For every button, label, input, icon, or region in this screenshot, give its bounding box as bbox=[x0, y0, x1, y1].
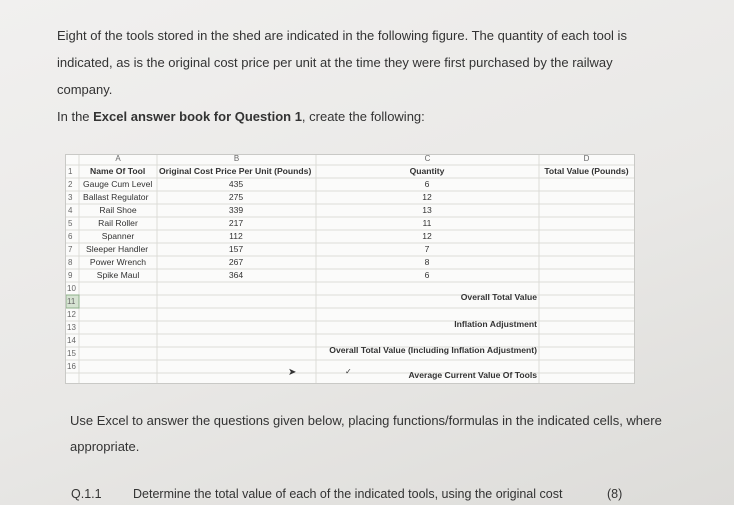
row-number: 2 bbox=[68, 180, 73, 189]
row-number: 9 bbox=[68, 271, 73, 280]
row-number: 13 bbox=[67, 323, 76, 332]
header-original-cost: Original Cost Price Per Unit (Pounds) bbox=[159, 166, 312, 176]
tool-name: Power Wrench bbox=[89, 257, 147, 267]
row-number: 4 bbox=[68, 206, 73, 215]
row-number: 11 bbox=[67, 297, 76, 306]
question-number: Q.1.1 bbox=[71, 487, 102, 501]
tool-price: 339 bbox=[228, 205, 244, 215]
col-letter-d: D bbox=[583, 154, 590, 163]
row-number: 5 bbox=[68, 219, 73, 228]
tool-quantity: 11 bbox=[422, 218, 432, 228]
row-number: 15 bbox=[67, 349, 76, 358]
instruction-suffix: , create the following: bbox=[301, 109, 425, 124]
header-total-value: Total Value (Pounds) bbox=[544, 166, 629, 176]
tool-price: 217 bbox=[228, 218, 244, 228]
tool-quantity: 7 bbox=[424, 244, 430, 254]
row-number: 3 bbox=[68, 193, 73, 202]
row-number: 1 bbox=[68, 167, 73, 176]
row-number: 10 bbox=[67, 284, 76, 293]
question-text: Determine the total value of each of the indicated tools, using the original cost bbox=[133, 487, 563, 501]
tool-quantity: 6 bbox=[424, 270, 430, 280]
label-inflation-adjustment: Inflation Adjustment bbox=[454, 319, 537, 329]
tool-quantity: 12 bbox=[422, 231, 432, 241]
instruction-bold: Excel answer book for Question 1 bbox=[93, 109, 302, 124]
small-arrow-icon: ✓ bbox=[345, 367, 352, 376]
tool-name: Rail Shoe bbox=[99, 205, 137, 215]
excel-instruction: Use Excel to answer the questions given below, placing functions/formulas in the indicated cells, where appropriate. bbox=[70, 413, 662, 454]
tool-price: 112 bbox=[229, 231, 243, 241]
label-overall-total-value: Overall Total Value bbox=[460, 292, 537, 302]
label-overall-total-incl-inflation: Overall Total Value (Including Inflation Adjustment) bbox=[329, 345, 537, 355]
row-number: 8 bbox=[68, 258, 73, 267]
col-letter-b: B bbox=[233, 154, 240, 163]
tool-price: 275 bbox=[228, 192, 244, 202]
tool-name: Spanner bbox=[101, 231, 135, 241]
tool-name: Rail Roller bbox=[98, 218, 138, 228]
spreadsheet-figure bbox=[65, 154, 635, 384]
instruction-prefix: In the bbox=[57, 109, 94, 124]
header-name-of-tool: Name Of Tool bbox=[90, 166, 146, 176]
tool-price: 435 bbox=[228, 179, 244, 189]
arrow-icon: ➤ bbox=[288, 367, 297, 378]
tool-price: 157 bbox=[228, 244, 244, 254]
tool-price: 364 bbox=[228, 270, 244, 280]
tool-quantity: 13 bbox=[422, 205, 432, 215]
instruction-line bbox=[57, 103, 425, 130]
tool-name: Ballast Regulator bbox=[83, 192, 149, 202]
tool-price: 267 bbox=[228, 257, 244, 267]
tool-name: Spike Maul bbox=[96, 270, 140, 280]
label-average-current-value: Average Current Value Of Tools bbox=[408, 370, 537, 380]
row-number: 6 bbox=[68, 232, 73, 241]
tool-quantity: 12 bbox=[422, 192, 432, 202]
tool-name: Gauge Cum Level bbox=[83, 179, 153, 189]
question-marks: (8) bbox=[607, 487, 623, 501]
row-number: 7 bbox=[68, 245, 73, 254]
row-number: 16 bbox=[67, 362, 76, 371]
intro-paragraph: Eight of the tools stored in the shed are indicated in the following figure. The quantity of each tool is indicated, as is the original cost price per unit at the time they were first purchased by the railway company. bbox=[57, 28, 627, 97]
col-letter-c: C bbox=[424, 154, 431, 163]
row-number: 14 bbox=[67, 336, 76, 345]
row-number: 12 bbox=[67, 310, 76, 319]
tool-name: Sleeper Handler bbox=[86, 244, 149, 254]
tool-quantity: 6 bbox=[424, 179, 430, 189]
col-letter-a: A bbox=[115, 154, 121, 163]
header-quantity: Quantity bbox=[409, 166, 445, 176]
tool-quantity: 8 bbox=[424, 257, 430, 267]
